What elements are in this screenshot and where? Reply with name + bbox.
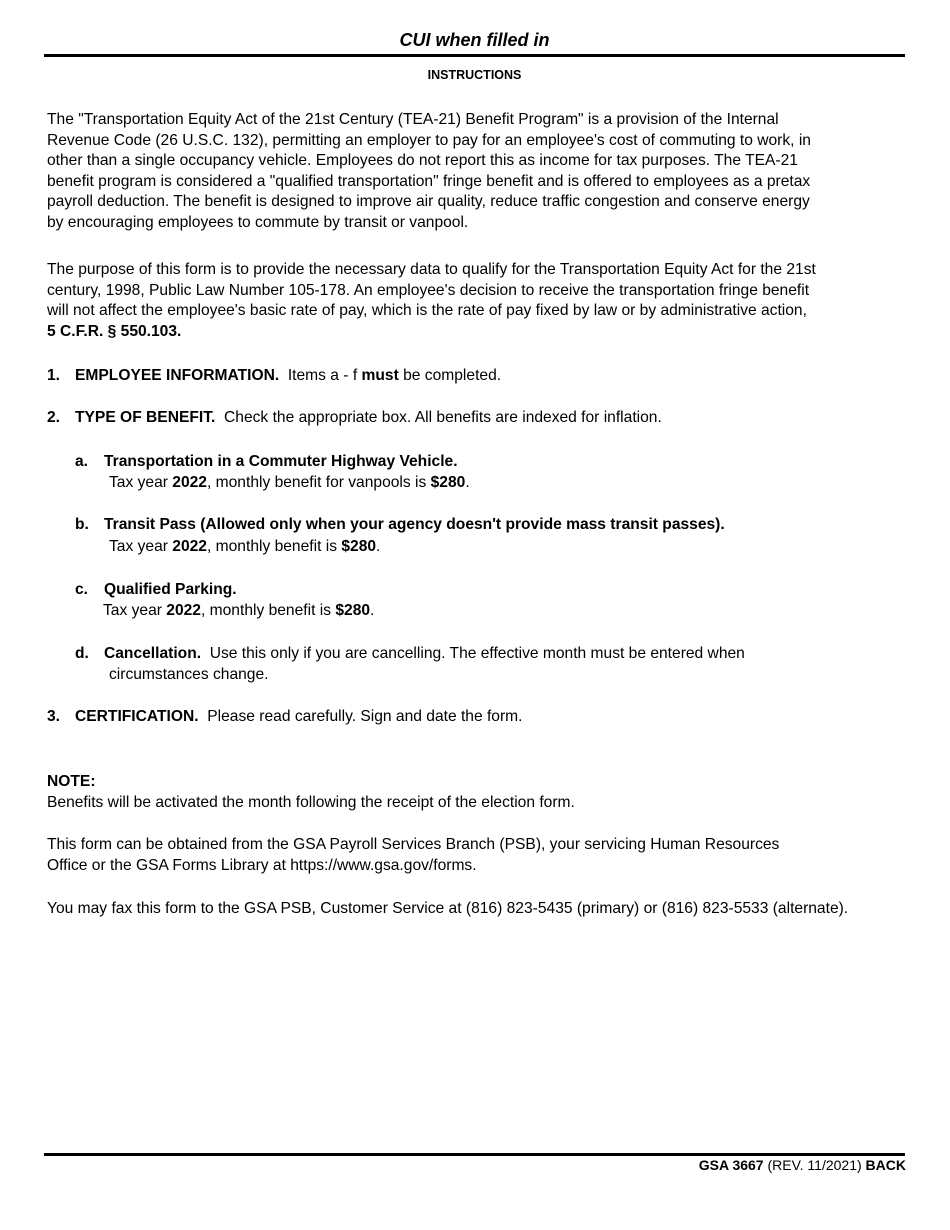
form-number: GSA 3667 xyxy=(698,1157,764,1173)
note-fax xyxy=(47,899,942,920)
note-activation: Benefits will be activated the month following the receipt of the election form. xyxy=(47,793,575,811)
item-content xyxy=(75,707,523,728)
intro-line: The "Transportation Equity Act of the 21st Century (TEA-21) Benefit Program" is a provision of the Internal xyxy=(47,111,779,128)
benefit-detail-text: Tax year xyxy=(109,474,168,491)
benefit-title: Qualified Parking. xyxy=(104,581,237,598)
form-side: BACK xyxy=(865,1157,906,1173)
benefit-year: 2022 xyxy=(166,602,201,619)
note-label: NOTE: xyxy=(47,773,96,790)
benefit-detail-text: Use this only if you are cancelling. The effective month must be entered when xyxy=(209,645,745,662)
benefit-cancellation xyxy=(75,643,915,687)
benefit-detail-text: , monthly benefit is xyxy=(206,538,337,555)
item-certification xyxy=(47,707,927,729)
item-text: Items a - f xyxy=(287,367,358,384)
item-text: be completed. xyxy=(403,367,502,384)
benefit-detail-text: . xyxy=(465,474,470,491)
benefit-letter: b. xyxy=(75,516,89,533)
item-content xyxy=(75,366,501,387)
benefit-amount: $280 xyxy=(430,474,466,491)
note-line: Office or the GSA Forms Library at https://www.gsa.gov/forms. xyxy=(47,856,477,874)
intro-line: will not affect the employee's basic rate of pay, which is the rate of pay fixed by law or by administrative action, xyxy=(47,302,807,320)
benefit-amount: $280 xyxy=(341,538,377,555)
note-section xyxy=(47,772,942,813)
benefit-letter: a. xyxy=(75,453,89,470)
item-text: Please read carefully. Sign and date the form. xyxy=(207,708,523,725)
item-text: Check the appropriate box. All benefits are indexed for inflation. xyxy=(224,409,662,426)
note-line: This form can be obtained from the GSA Payroll Services Branch (PSB), your servicing Human Resources xyxy=(47,836,780,853)
intro-paragraph-2 xyxy=(47,260,942,342)
item-title: TYPE OF BENEFIT. xyxy=(75,409,216,426)
item-number: 3. xyxy=(47,708,61,725)
benefit-letter: c. xyxy=(75,581,89,598)
benefit-title: Cancellation. xyxy=(104,645,202,662)
benefit-year: 2022 xyxy=(172,474,207,491)
item-number: 2. xyxy=(47,409,61,426)
cui-label: CUI when filled in xyxy=(399,30,550,50)
top-divider xyxy=(44,54,905,57)
note-obtain-form xyxy=(47,835,942,876)
intro-line: century, 1998, Public Law Number 105-178. An employee's decision to receive the transportation fringe benefit xyxy=(47,281,810,299)
intro-line: payroll deduction. The benefit is designed to improve air quality, reduce traffic congestion and conserve energy xyxy=(47,193,810,211)
form-revision: (REV. 11/2021) xyxy=(767,1157,862,1173)
instructions-heading: INSTRUCTIONS xyxy=(427,68,522,82)
benefit-title: Transit Pass (Allowed only when your agency doesn't provide mass transit passes). xyxy=(104,516,725,533)
intro-line: by encouraging employees to commute by transit or vanpool. xyxy=(47,213,469,231)
item-content xyxy=(75,408,662,429)
benefit-detail-text: Tax year xyxy=(103,602,162,619)
benefit-detail-text: . xyxy=(370,602,375,619)
benefit-title: Transportation in a Commuter Highway Vehicle. xyxy=(104,453,458,470)
benefit-detail-text: , monthly benefit for vanpools is xyxy=(206,474,427,491)
benefit-detail-text: , monthly benefit is xyxy=(200,602,331,619)
benefit-detail xyxy=(103,600,374,621)
item-emphasis: must xyxy=(361,367,399,384)
benefit-detail-text: Tax year xyxy=(109,538,168,555)
intro-line: other than a single occupancy vehicle. Employees do not report this as income for tax purposes. The TEA-21 xyxy=(47,152,798,170)
intro-line: The purpose of this form is to provide the necessary data to qualify for the Transportation Equity Act for the 21st xyxy=(47,261,816,278)
benefit-detail xyxy=(109,536,380,557)
cfr-citation: 5 C.F.R. § 550.103. xyxy=(47,322,182,340)
intro-line: benefit program is considered a "qualified transportation" fringe benefit and is offered to employees as a pretax xyxy=(47,172,811,190)
item-type-of-benefit xyxy=(47,408,927,430)
item-title: CERTIFICATION. xyxy=(75,708,199,725)
form-footer xyxy=(699,1156,906,1174)
item-employee-information xyxy=(47,366,927,388)
benefit-year: 2022 xyxy=(172,538,207,555)
note-line: You may fax this form to the GSA PSB, Customer Service at (816) 823-5435 (primary) or (816) 823-5533 (alternate). xyxy=(47,900,849,917)
benefit-content xyxy=(104,643,745,664)
benefit-qualified-parking xyxy=(75,579,915,623)
item-number: 1. xyxy=(47,367,61,384)
benefit-detail-text: . xyxy=(376,538,381,555)
benefit-detail xyxy=(109,472,470,493)
intro-paragraph-1 xyxy=(47,110,942,234)
benefit-transit-pass xyxy=(75,514,915,558)
benefit-amount: $280 xyxy=(335,602,371,619)
benefit-letter: d. xyxy=(75,645,89,662)
benefit-detail-text: circumstances change. xyxy=(109,666,269,683)
benefit-commuter-vehicle xyxy=(75,451,915,495)
item-title: EMPLOYEE INFORMATION. xyxy=(75,367,280,384)
intro-line: Revenue Code (26 U.S.C. 132), permitting an employer to pay for an employee's cost of commuting to work, in xyxy=(47,131,811,149)
